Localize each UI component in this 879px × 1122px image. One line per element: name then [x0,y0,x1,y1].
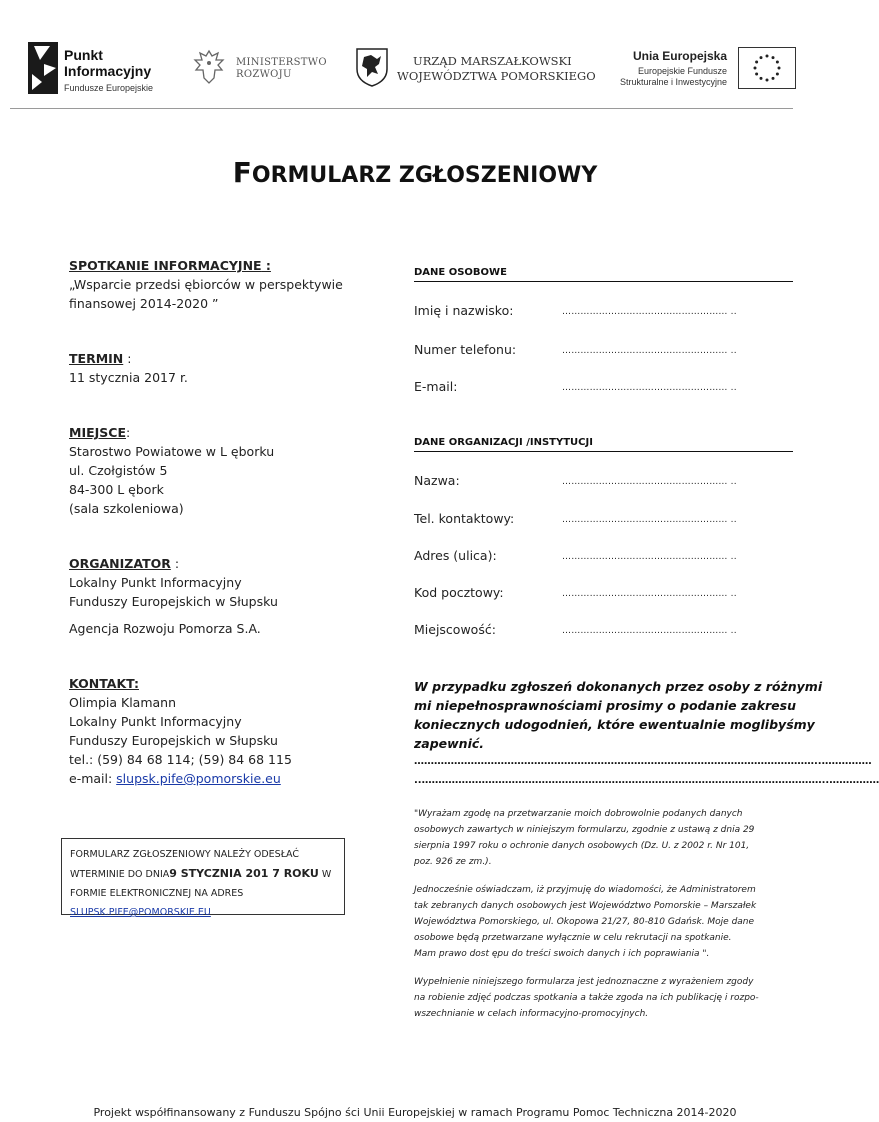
event-label: SPOTKANIE INFORMACYJNE [69,258,262,273]
organizator-line: Lokalny Punkt Informacyjny [69,575,242,590]
page-title [0,156,830,189]
miejsce-suffix: : [126,425,131,440]
miejsce-section [69,423,369,518]
miejsce-line: Starostwo Powiatowe w L ęborku [69,444,275,459]
miejsce-label: MIEJSCE [69,425,126,440]
dane-osobowe-heading: DANE OSOBOWE [414,267,507,278]
field-label-org-phone: Tel. kontaktowy: [414,511,515,526]
consent-line: poz. 926 ze zm.). [414,857,492,867]
ue-line1: Unia Europejska [632,49,727,63]
punkt-informacyjny-mark-icon [28,42,58,94]
miejsce-line: ul. Czołgistów 5 [69,463,168,478]
event-title-line1: „Wsparcie przedsi ębiorców w perspektywie [69,277,343,292]
title-first-letter: F [232,156,252,189]
urzad-line2: WOJEWÓDZTWA POMORSKIEGO [397,69,596,83]
punkt-informacyjny-logo [28,40,178,96]
consent-line: Wypełnienie niniejszego formularza jest jednoznaczne z wyrażeniem zgody [414,977,754,987]
organizator-line: Funduszy Europejskich w Słupsku [69,594,278,609]
termin-value: 11 stycznia 2017 r. [69,370,188,385]
submission-note-box [61,838,345,918]
event-label-suffix: : [261,258,271,273]
urzad-marszalkowski-logo [355,46,596,90]
accessibility-notice [414,677,823,753]
kontakt-line: Olimpia Klamann [69,695,177,710]
note-line2 [70,864,336,884]
eu-star-icon [766,79,769,82]
field-label-org-street: Adres (ulica): [414,548,497,563]
event-title-line2: finansowej 2014-2020 ” [69,296,219,311]
eu-star-icon [772,77,775,80]
organizator-label: ORGANIZATOR [69,556,171,571]
dane-organizacji-heading: DANE ORGANIZACJI /INSTYTUCJI [414,437,593,448]
page-footer: Projekt współfinansowany z Funduszu Spójno ści Unii Europejskiej w ramach Programu Pomoc Techniczna 2014-2020 [93,1106,737,1119]
punkt-logo-line3: Fundusze Europejskie [64,83,154,93]
kontakt-section [69,674,369,788]
eu-star-icon [776,73,779,76]
termin-label: TERMIN [69,351,124,366]
miejsce-line: (sala szkoleniowa) [69,501,184,516]
organizator-extra: Agencja Rozwoju Pomorza S.A. [69,621,261,636]
field-input-email[interactable]: ……………………………………………… .. [562,383,737,393]
urzad-line1: URZĄD MARSZAŁKOWSKI [413,54,572,68]
notice-line: zapewnić. [414,736,485,751]
consent-line: osobowe będą przetwarzane wyłącznie w celu rekrutacji na spotkanie. [414,933,732,943]
consent-line: osobowych zawartych w niniejszym formularzu, zgodnie z ustawą z dnia 29 [414,825,755,835]
consent-line: na robienie zdjęć podczas spotkania a także zgoda na ich publikację i rozpo- [414,993,759,1003]
note-line2-c: W [318,869,332,880]
organizator-suffix: : [170,556,180,571]
note-line1: FORMULARZ ZGŁOSZENIOWY NALEŻY ODESŁAĆ [70,849,300,860]
eu-star-icon [760,56,763,59]
dane-osobowe-rule [414,281,793,282]
consent-line: Jednocześnie oświadczam, iż przyjmuję do wiadomości, że Administratorem [414,885,756,895]
punkt-logo-line1: Punkt [64,47,103,63]
termin-section [69,349,369,387]
kontakt-email-prefix: e-mail: [69,771,117,786]
ministerstwo-rozwoju-logo [192,46,332,90]
ministerstwo-line1: MINISTERSTWO [236,57,327,68]
field-label-name: Imię i nazwisko: [414,303,514,318]
consent-line: tak zebranych danych osobowych jest Województwo Pomorskie – Marszałek [414,901,757,911]
eu-star-icon [754,67,757,70]
title-rest: ORMULARZ ZGŁOSZENIOWY [251,163,598,188]
consent-text [414,806,793,1022]
note-line2-a: WTERMINIE DO DNIA [70,869,170,880]
field-label-org-city: Miejscowość: [414,622,496,637]
eu-star-icon [755,61,758,64]
notice-answer-line1[interactable]: …………………………………………………………………………………………………………..…………… [414,756,872,767]
eu-star-icon [778,67,781,70]
kontakt-label: KONTAKT: [69,676,139,691]
eu-flag-icon [738,47,796,89]
ue-line2: Europejskie Fundusze [637,66,727,76]
notice-answer-line2[interactable]: ..…………………………………………………………………………………………………………..…………… [414,775,879,786]
notice-line: koniecznych udogodnień, które ewentualnie moglibyśmy [414,717,815,732]
field-input-name[interactable]: ……………………………………………… .. [562,307,737,317]
consent-line: Województwa Pomorskiego, ul. Okopowa 21/27, 80-810 Gdańsk. Moje dane [414,917,755,927]
unia-europejska-logo [610,46,793,92]
ministerstwo-line2: ROZWOJU [236,69,292,80]
header-divider [10,108,793,109]
dane-organizacji-rule [414,451,793,452]
field-input-org-phone[interactable]: ……………………………………………… .. [562,515,737,525]
kontakt-line: Funduszy Europejskich w Słupsku [69,733,278,748]
organizator-section [69,554,369,638]
field-input-phone[interactable]: ……………………………………………… .. [562,346,737,356]
field-label-phone: Numer telefonu: [414,342,517,357]
field-input-org-city[interactable]: ……………………………………………… .. [562,626,737,636]
consent-line: wszechnianie w celach informacyjno-promocyjnych. [414,1009,649,1019]
kontakt-line: Lokalny Punkt Informacyjny [69,714,242,729]
eu-star-icon [776,61,779,64]
eu-star-icon [766,55,769,58]
field-input-org-postcode[interactable]: ……………………………………………… .. [562,589,737,599]
termin-suffix: : [123,351,132,366]
field-label-org-postcode: Kod pocztowy: [414,585,504,600]
field-input-org-name[interactable]: ……………………………………………… .. [562,477,737,487]
eu-star-icon [772,56,775,59]
notice-line: W przypadku zgłoszeń dokonanych przez osoby z różnymi [414,679,823,694]
miejsce-line: 84-300 L ębork [69,482,164,497]
consent-line: Mam prawo dost ępu do treści swoich danych i ich poprawiania ". [414,949,710,959]
field-input-org-street[interactable]: ……………………………………………… .. [562,552,737,562]
eu-star-icon [760,77,763,80]
field-label-org-name: Nazwa: [414,473,460,488]
eu-star-icon [755,73,758,76]
punkt-logo-line2: Informacyjny [64,63,152,79]
notice-line: mi niepełnosprawnościami prosimy o podanie zakresu [414,698,797,713]
ue-line3: Strukturalne i Inwestycyjne [619,77,727,87]
field-label-email: E-mail: [414,379,458,394]
event-section [69,256,369,313]
kontakt-line: tel.: (59) 84 68 114; (59) 84 68 115 [69,752,292,767]
griffin-crest-icon [355,47,389,87]
note-email-link[interactable]: SLUPSK.PIFE@POMORSKIE.EU [70,907,211,918]
eagle-emblem-icon [192,48,226,86]
consent-line: "Wyrażam zgodę na przetwarzanie moich dobrowolnie podanych danych [414,809,743,819]
kontakt-email-link[interactable]: slupsk.pife@pomorskie.eu [116,771,281,786]
consent-line: sierpnia 1997 roku o ochronie danych osobowych (Dz. U. z 2002 r. Nr 101, [414,841,750,851]
note-deadline: 9 STYCZNIA 201 7 ROKU [169,867,319,880]
note-line3: FORMIE ELEKTRONICZNEJ NA ADRES [70,888,244,899]
